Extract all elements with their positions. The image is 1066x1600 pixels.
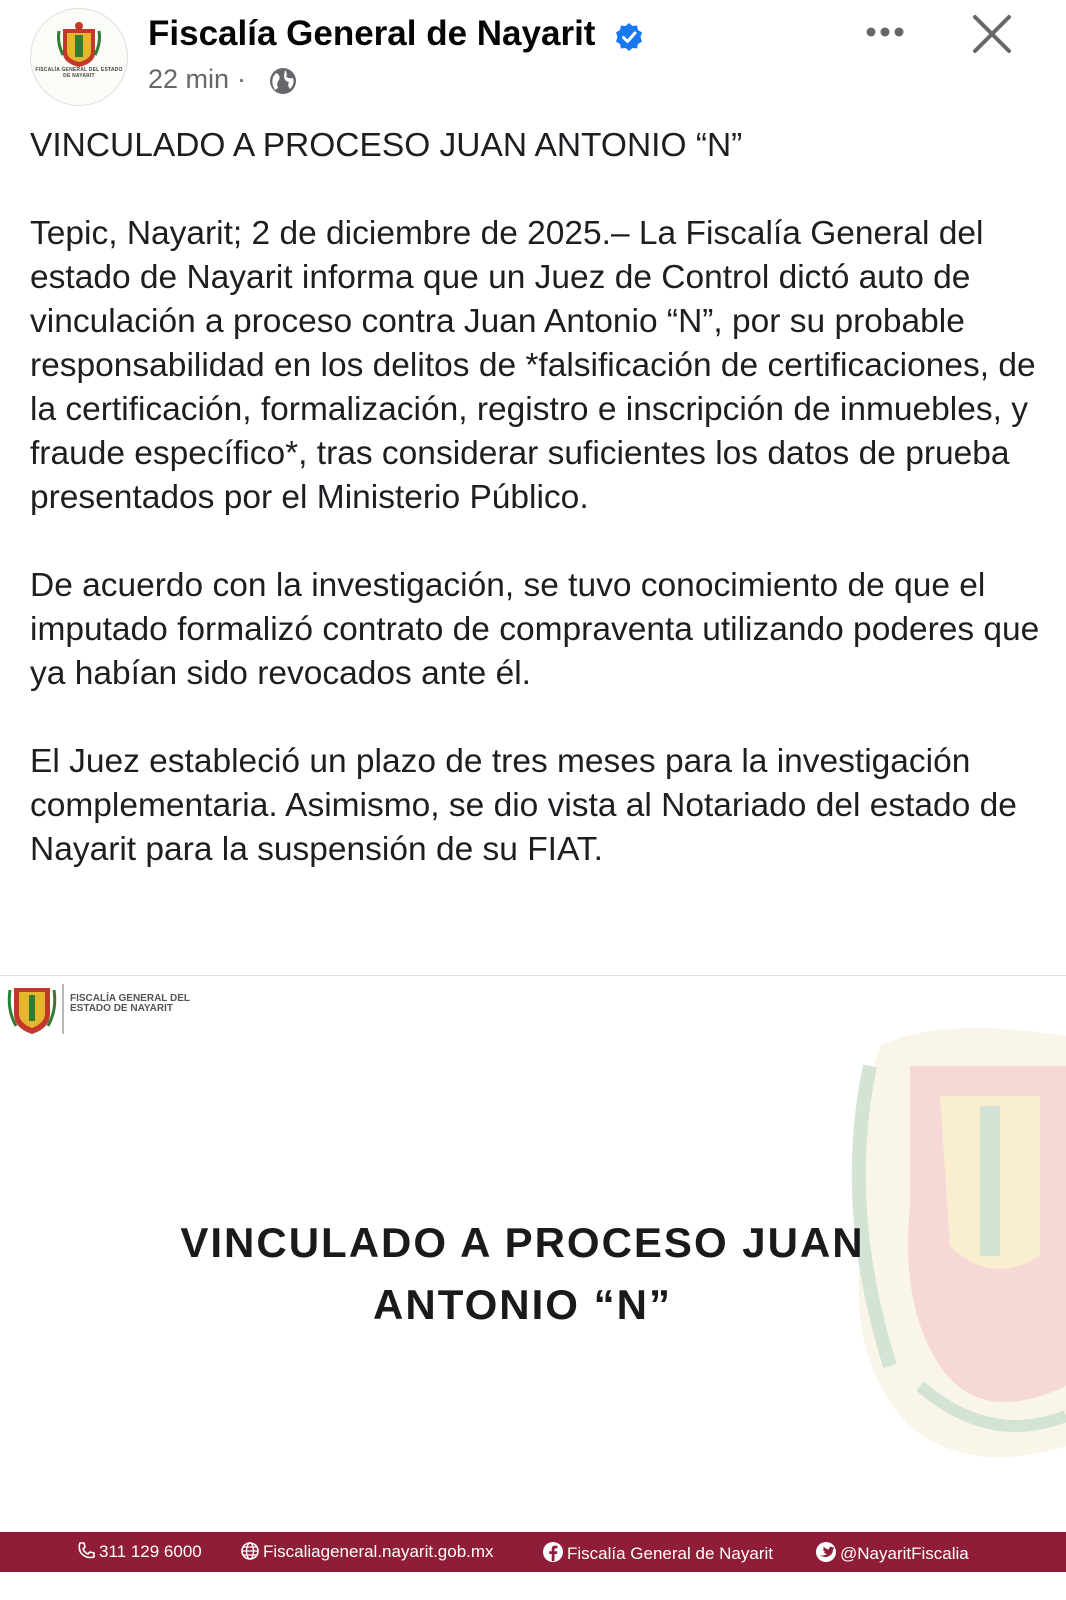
post-image[interactable] xyxy=(0,976,1066,1600)
logo-text: FISCALÍA GENERAL DEL ESTADO DE NAYARIT xyxy=(70,993,190,1014)
footer-facebook-text: Fiscalía General de Nayarit xyxy=(567,1544,773,1563)
footer-twitter-text: @NayaritFiscalia xyxy=(840,1544,969,1563)
close-icon[interactable] xyxy=(970,12,1014,56)
footer-facebook xyxy=(542,1541,773,1564)
image-headline xyxy=(100,1212,945,1336)
twitter-icon xyxy=(815,1541,837,1563)
verified-badge-icon xyxy=(614,22,644,52)
post-time[interactable]: 22 min xyxy=(148,64,230,94)
footer-phone-text: 311 129 6000 xyxy=(99,1542,202,1561)
more-options-icon[interactable] xyxy=(862,18,908,46)
footer-website xyxy=(240,1541,494,1562)
post-title: VINCULADO A PROCESO JUAN ANTONIO “N” xyxy=(30,127,743,164)
post-body xyxy=(30,124,1040,872)
avatar-caption: FISCALÍA GENERAL DEL ESTADO DE NAYARIT xyxy=(35,67,123,79)
post-paragraph-3: El Juez estableció un plazo de tres meses para la investigación complementaria. Asimismo, se dio vista al Notariado del estado de Nayarit para la suspensión de su FIAT. xyxy=(30,743,1017,868)
page-name[interactable]: Fiscalía General de Nayarit xyxy=(148,14,596,53)
post-paragraph-1: Tepic, Nayarit; 2 de diciembre de 2025.– La Fiscalía General del estado de Nayarit informa que un Juez de Control dictó auto de vinculación a proceso contra Juan Antonio “N”, por su probable responsabilidad en los delitos de *falsificación de certificaciones, de la certificación, formalización, registro e inscripción de inmuebles, y fraude específico*, tras considerar suficientes los datos de prueba presentados por el Ministerio Público. xyxy=(30,215,1036,516)
post-meta xyxy=(148,64,254,95)
coat-of-arms-icon xyxy=(31,9,127,105)
headline-line-2: ANTONIO “N” xyxy=(373,1281,672,1328)
phone-icon xyxy=(76,1541,96,1561)
footer-phone xyxy=(76,1541,202,1562)
web-globe-icon xyxy=(240,1541,260,1561)
globe-icon xyxy=(268,66,298,96)
page-avatar[interactable] xyxy=(30,8,128,106)
fiscalia-logo-icon xyxy=(6,982,58,1038)
contact-footer-bar xyxy=(0,1532,1066,1572)
meta-separator: · xyxy=(237,64,247,94)
footer-website-text: Fiscaliageneral.nayarit.gob.mx xyxy=(263,1542,494,1561)
post-paragraph-2: De acuerdo con la investigación, se tuvo conocimiento de que el imputado formalizó contrato de compraventa utilizando poderes que ya habían sido revocados ante él. xyxy=(30,567,1040,692)
footer-twitter xyxy=(815,1541,969,1564)
headline-line-1: VINCULADO A PROCESO JUAN xyxy=(180,1219,865,1266)
logo-separator xyxy=(62,984,64,1034)
facebook-icon xyxy=(542,1541,564,1563)
